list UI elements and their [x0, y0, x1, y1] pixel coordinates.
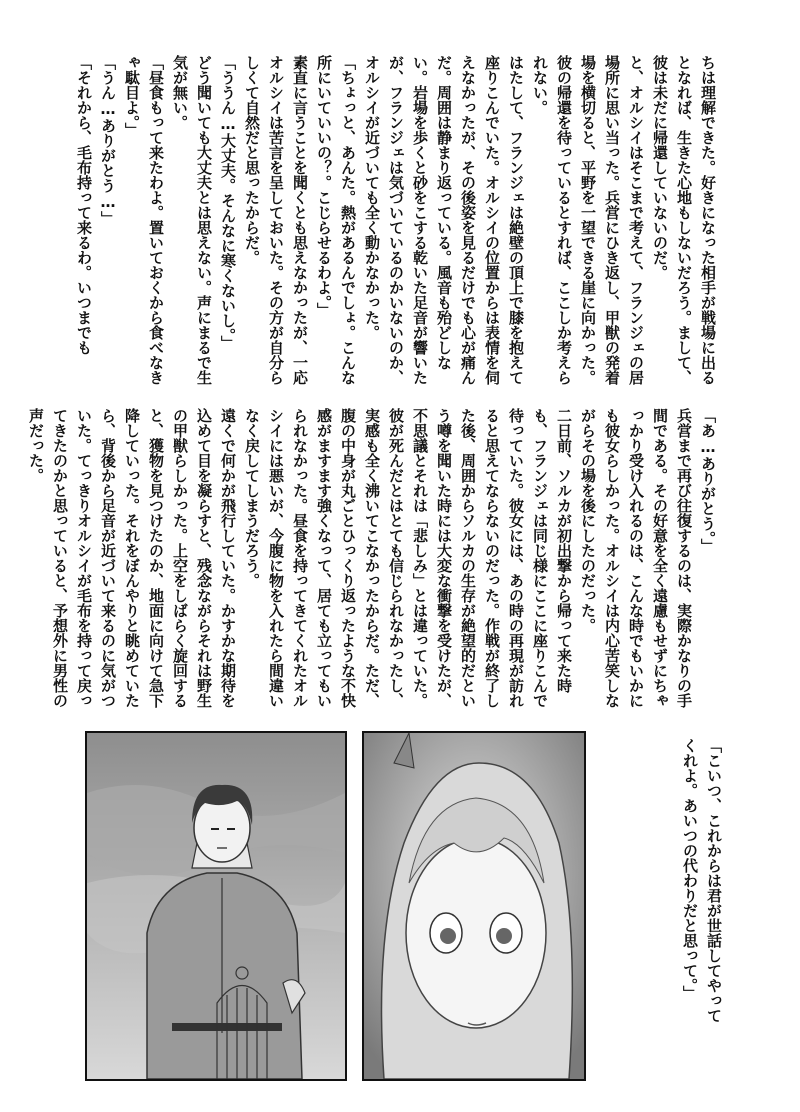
paragraph: はたして、フランジェは絶壁の頂上で膝を抱えて座りこんでいた。オルシイの位置からは表情を伺えなかったが、その後姿を見るだけでも心が痛んだ。周囲は静まり返っている。風音も殆どしない。岩場を歩くと砂をこする乾いた足音が響いたが、フランジェは気づいているのかいないのか、オルシイが近づいても全く動かなかった。 — [363, 55, 525, 385]
paragraph: 「ちょっと、あんた。熱があるんでしょ。こんな所にいていいの？。こじらせるわよ。」 — [315, 55, 357, 385]
paragraph: 素直に言うことを聞くとも思えなかったが、一応オルシイは苦言を呈しておいた。その方が自分らしくて自然だと思ったからだ。 — [243, 55, 309, 385]
paragraph: 「ううん…大丈夫。そんなに寒くないし。」 — [219, 55, 237, 351]
paragraph: 二日前、ソルカが初出撃から帰って来た時も、フランジェは同じ様にここに座りこんで待っていた。彼女には、あの時の再現が訪れると思えてならないのだった。作戦が終了した後、周囲からソルカの生存が絶望的だという噂を聞いた時には大変な衝撃を受けたが、不思議とそれは「悲しみ」とは違っていた。彼が死んだとはとても信じられなかったし、実感も全く沸いてこなかったからだ。ただ、腹の中身が丸ごとひっくり返ったような不快感がますます強くなって、居ても立ってもいられなかった。昼食を持ってきてくれたオルシイには悪いが、今腹に物を入れたら間違いなく戻してしまうだろう。 — [243, 408, 573, 708]
boy-with-birdcage-illustration — [87, 733, 345, 1079]
paragraph: 遠くで何かが飛行していた。かすかな期待を込めて目を凝らすと、残念ながらそれは野生の甲獣らしかった。上空をしばらく旋回すると、獲物を見つけたのか、地面に向けて急下降していった。それをぼんやりと眺めていたら、背後から足音が近づいて来るのに気がついた。てっきりオルシイが毛布を持って戻ってきたのかと思っていると、予想外に男性の声だった。 — [27, 408, 237, 708]
top-text-block — [75, 55, 720, 385]
paragraph: 「昼食もって来たわよ。置いておくから食べなきゃ駄目よ。」 — [123, 55, 165, 385]
caption-dialogue — [596, 738, 726, 1028]
illustration-panel-boy — [85, 731, 347, 1081]
dialogue-line: 「こいつ、これからは君が世話してやってくれよ。あいつの代わりだと思って。」 — [681, 738, 723, 1023]
illustration-panel-girl — [362, 731, 586, 1081]
paragraph: 「うん…ありがとう…」 — [99, 55, 117, 226]
middle-text-block — [27, 408, 720, 708]
paragraph: 「それから、毛布持って来るわ。いつまでも — [75, 55, 93, 355]
paragraph: と、オルシイはそこまで考えて、フランジェの居場所に思い当った。兵営にひき返し、甲獣の発着場を横切ると、平野を一望できる崖に向かった。彼の帰還を待っているとすれば、ここしか考えられない。 — [531, 55, 645, 385]
paragraph: 兵営まで再び往復するのは、実際かなりの手間である。その好意を全く遠慮もせずにちゃっかり受け入れるのは、こんな時でもいかにも彼女らしかった。オルシイは内心苦笑しながらその場を後にしたのだった。 — [579, 408, 693, 708]
paragraph: どう聞いても大丈夫とは思えない。声にまるで生気が無い。 — [171, 55, 213, 385]
girl-closeup-illustration — [364, 733, 584, 1079]
paragraph: 「あ…ありがとう。」 — [699, 408, 717, 554]
paragraph: ちは理解できた。好きになった相手が戦場に出るとなれば、生きた心地もしないだろう。まして、彼は未だに帰還していないのだ。 — [651, 55, 717, 385]
